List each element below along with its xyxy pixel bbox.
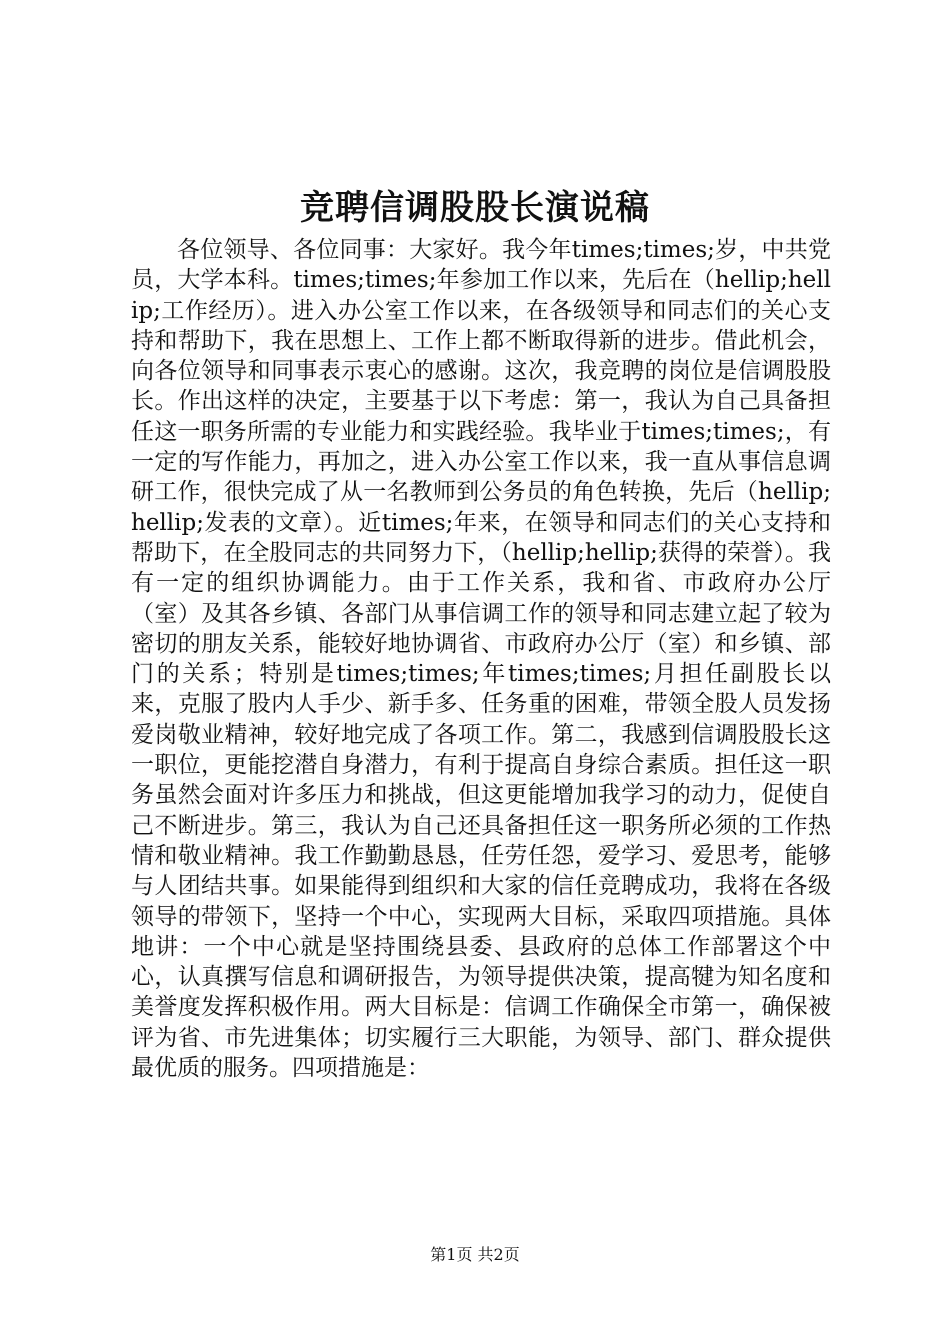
- page-footer: 第1页 共2页: [430, 1245, 520, 1264]
- document-title: 竞聘信调股股长演说稿: [300, 188, 650, 228]
- document-body: 各位领导、各位同事：大家好。我今年times;times;岁，中共党员，大学本科。times;times;年参加工作以来，先后在（hellip;hellip;工作经历）。进入办公室工作以来，在各级领导和同志们的关心支持和帮助下，我在思想上、工作上都不断取得新的进步。借此机会，向各位领导和同事表示衷心的感谢。这次，我竞聘的岗位是信调股股长。作出这样的决定，主要基于以下考虑：第一，我认为自己具备担任这一职务所需的专业能力和实践经验。我毕业于times;times;，有一定的写作能力，再加之，进入办公室工作以来，我一直从事信息调研工作，很快完成了从一名教师到公务员的角色转换，先后（hellip;hellip;发表的文章）。近times;年来，在领导和同志们的关心支持和帮助下，在全股同志的共同努力下，（hellip;hellip;获得的荣誉）。我有一定的组织协调能力。由于工作关系，我和省、市政府办公厅（室）及其各乡镇、各部门从事信调工作的领导和同志建立起了较为密切的朋友关系，能较好地协调省、市政府办公厅（室）和乡镇、部门的关系；特别是times;times;年times;times;月担任副股长以来，克服了股内人手少、新手多、任务重的困难，带领全股人员发扬爱岗敬业精神，较好地完成了各项工作。第二，我感到信调股股长这一职位，更能挖潜自身潜力，有利于提高自身综合素质。担任这一职务虽然会面对许多压力和挑战，但这更能增加我学习的动力，促使自己不断进步。第三，我认为自己还具备担任这一职务所必须的工作热情和敬业精神。我工作勤勤恳恳，任劳任怨，爱学习、爱思考，能够与人团结共事。如果能得到组织和大家的信任竞聘成功，我将在各级领导的带领下，坚持一个中心，实现两大目标，采取四项措施。具体地讲：一个中心就是坚持围绕县委、县政府的总体工作部署这个中心，认真撰写信息和调研报告，为领导提供决策，提高犍为知名度和美誉度发挥积极作用。两大目标是：信调工作确保全市第一，确保被评为省、市先进集体；切实履行三大职能，为领导、部门、群众提供最优质的服务。四项措施是：: [131, 237, 831, 1082]
